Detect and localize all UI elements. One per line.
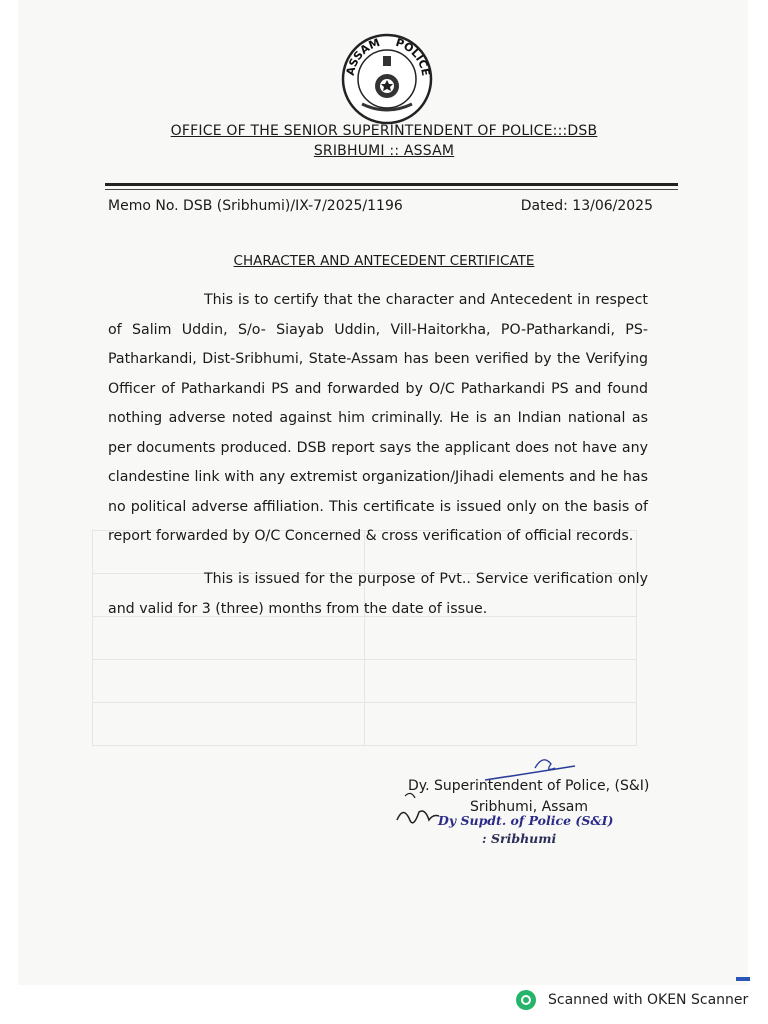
certificate-paragraph-1 <box>108 286 648 552</box>
header-divider <box>105 183 678 186</box>
memo-date: Dated: 13/06/2025 <box>520 198 653 214</box>
certificate-title: CHARACTER AND ANTECEDENT CERTIFICATE <box>233 253 535 269</box>
paragraph-2-text: This is issued for the purpose of Pvt.. Service verification only and valid for 3 (three) months from the date of issue. <box>108 571 648 617</box>
official-stamp <box>438 812 613 848</box>
signatory-place: Sribhumi, Assam <box>470 799 588 815</box>
assam-police-emblem <box>340 32 434 126</box>
office-heading: OFFICE OF THE SENIOR SUPERINTENDENT OF POLICE:::DSB <box>170 123 598 139</box>
memo-row <box>108 198 653 214</box>
emblem-top-text: ASSAM <box>343 35 382 77</box>
header-divider-thin <box>105 189 678 190</box>
office-location: SRIBHUMI :: ASSAM <box>313 143 455 159</box>
scanner-text: Scanned with OKEN Scanner <box>548 992 749 1008</box>
stamp-line-1: Dy Supdt. of Police (S&I) <box>438 813 614 828</box>
memo-number: Memo No. DSB (Sribhumi)/IX-7/2025/1196 <box>108 198 403 214</box>
signatory-designation: Dy. Superintendent of Police, (S&I) <box>408 778 650 794</box>
emblem-right-text: POLICE <box>394 35 433 78</box>
oken-scanner-icon <box>516 990 536 1010</box>
stamp-line-2: : Sribhumi <box>482 831 557 846</box>
scanner-watermark <box>516 990 748 1010</box>
blue-marker <box>736 977 750 981</box>
bleed-through-table <box>92 530 637 742</box>
paragraph-1-text: This is to certify that the character and Antecedent in respect of Salim Uddin, S/o- Siayab Uddin, Vill-Haitorkha, PO-Patharkandi, PS-Patharkandi, Dist-Sribhumi, State-Assam has been verified by the Verifying Officer of Patharkandi PS and forwarded by O/C Patharkandi PS and found nothing adverse noted against him criminally. He is an Indian national as per documents produced. DSB report says the applicant does not have any clandestine link with any extremist organization/Jihadi elements and he has no political adverse affiliation. This certificate is issued only on the basis of report forwarded by O/C Concerned & cross verification of official records. <box>108 292 648 544</box>
certificate-paragraph-2 <box>108 565 648 624</box>
